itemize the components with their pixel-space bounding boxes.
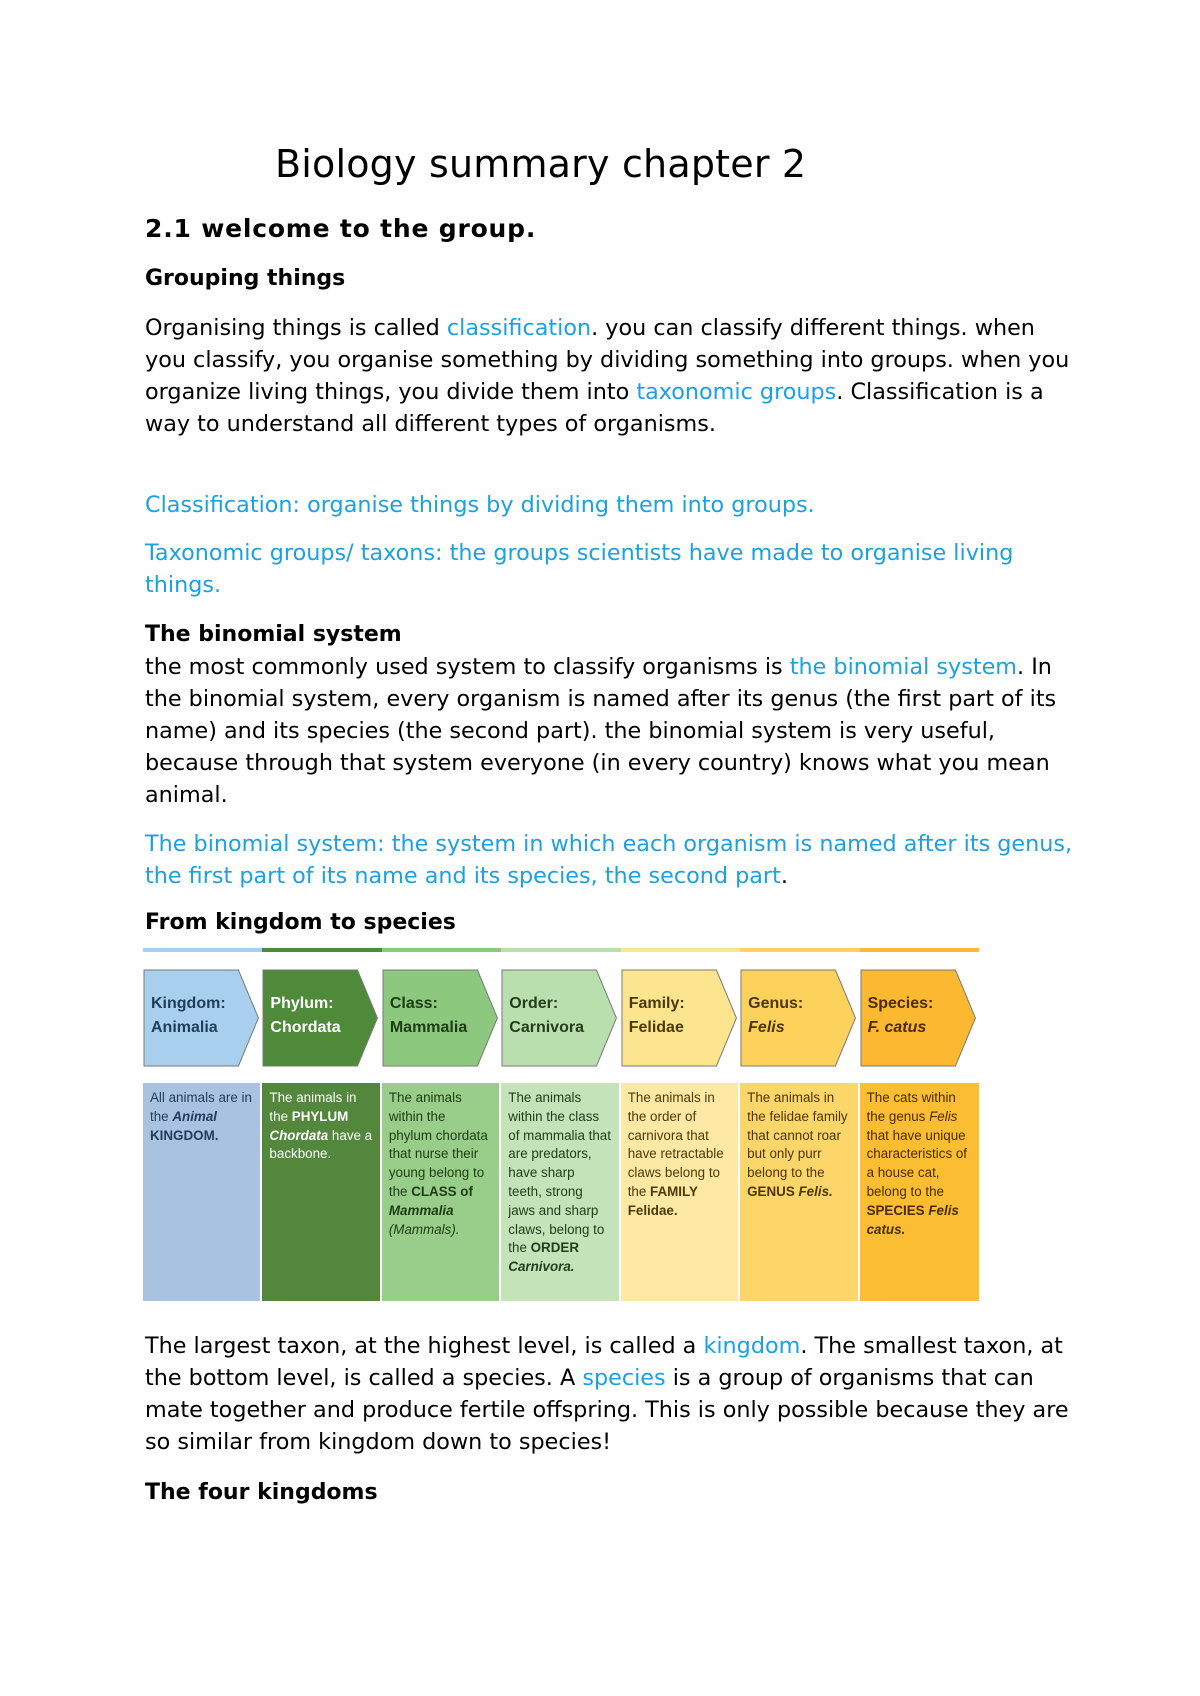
taxon-description xyxy=(501,1083,618,1301)
taxon-name: Felis xyxy=(748,1019,785,1036)
taxon-name: Felidae xyxy=(628,1019,684,1036)
description-run: ORDER xyxy=(530,1240,579,1256)
taxon-description xyxy=(621,1083,738,1301)
taxon-arrow-kingdom xyxy=(143,968,268,1068)
top-bar-segment xyxy=(740,948,859,952)
text-run: The largest taxon, at the highest level, is called a xyxy=(145,1333,704,1359)
top-bar-segment xyxy=(262,948,381,952)
paragraph-grouping xyxy=(145,312,1075,440)
taxon-arrow-class xyxy=(382,968,507,1068)
taxon-description xyxy=(860,1083,979,1301)
taxon-name: Mammalia xyxy=(389,1019,468,1036)
highlighted-term: the binomial system xyxy=(789,654,1018,680)
highlighted-term: classification xyxy=(446,315,592,341)
definition-classification: Classification: organise things by dividing them into groups. xyxy=(145,492,815,518)
taxon-description xyxy=(143,1083,260,1301)
figure-arrows xyxy=(143,968,979,1068)
description-run: The animals in the felidae family that cannot roar but only purr belong to the xyxy=(747,1090,848,1181)
taxon-arrow-species xyxy=(860,968,985,1068)
highlighted-term: taxonomic groups xyxy=(636,379,837,405)
section-heading: 2.1 welcome to the group. xyxy=(145,214,537,243)
figure-top-bars xyxy=(143,948,979,952)
taxon-description xyxy=(382,1083,499,1301)
description-run: PHYLUM xyxy=(291,1108,349,1124)
taxon-description xyxy=(740,1083,857,1301)
description-run: Mammalia xyxy=(388,1202,454,1218)
taxon-rank: Genus: xyxy=(748,995,804,1012)
text-run: the most commonly used system to classify organisms is xyxy=(145,654,790,680)
definition-taxonomic-groups: Taxonomic groups/ taxons: the groups scientists have made to organise living things. xyxy=(145,540,1014,598)
heading-binomial-system: The binomial system xyxy=(145,622,402,647)
description-run: The animals within the class of mammalia that are predators, have sharp teeth, strong jaws and sharp claws, belong to the xyxy=(508,1090,611,1256)
taxon-arrow-genus xyxy=(740,968,865,1068)
text-run: . In the binomial system, every organism is named after its genus (the first part of its name) and its species (the second part). the binomial system is very useful, because through that system everyone (in every country) knows what you mean animal. xyxy=(145,654,1057,808)
taxon-name: Chordata xyxy=(270,1019,341,1036)
taxon-arrow-order xyxy=(501,968,626,1068)
top-bar-segment xyxy=(382,948,501,952)
description-run: have a backbone. xyxy=(269,1127,373,1162)
text-run: Organising things is called xyxy=(145,315,447,341)
description-run: The animals in the xyxy=(269,1090,357,1124)
description-run: Felis. xyxy=(798,1183,833,1199)
description-run: GENUS xyxy=(747,1183,795,1199)
highlighted-term: kingdom xyxy=(703,1333,801,1359)
text-run: is a group of organisms that can mate together and produce fertile offspring. This is only possible because they are so similar from kingdom down to species! xyxy=(145,1365,1069,1455)
taxon-rank: Phylum: xyxy=(270,995,334,1012)
paragraph-binomial xyxy=(145,651,1075,811)
description-run: The animals within the phylum chordata that nurse their young belong to the xyxy=(388,1090,488,1199)
taxon-rank: Kingdom: xyxy=(151,995,226,1012)
definition-binomial-system xyxy=(145,828,1075,892)
classification-figure xyxy=(143,948,979,1303)
text-run: . xyxy=(780,863,788,889)
taxon-name: F. catus xyxy=(867,1019,927,1036)
description-run: Chordata xyxy=(269,1127,329,1143)
text-run: . Classification is a way to understand all different types of organisms. xyxy=(145,379,1044,437)
description-run: All animals are in the xyxy=(150,1090,252,1124)
top-bar-segment xyxy=(860,948,979,952)
taxon-arrow-phylum xyxy=(262,968,387,1068)
description-run: SPECIES xyxy=(866,1202,925,1218)
description-run: Animal xyxy=(172,1108,217,1124)
description-run: FAMILY Felidae. xyxy=(627,1183,698,1218)
highlighted-term: species xyxy=(582,1365,666,1391)
top-bar-segment xyxy=(143,948,262,952)
taxon-rank: Class: xyxy=(389,995,438,1012)
text-run: . you can classify different things. when you classify, you organise something by dividing something into groups. when you organize living things, you divide them into xyxy=(145,315,1070,405)
paragraph-taxon-levels xyxy=(145,1330,1075,1458)
taxon-rank: Family: xyxy=(628,995,685,1012)
heading-four-kingdoms: The four kingdoms xyxy=(145,1480,378,1505)
taxon-description xyxy=(262,1083,379,1301)
taxon-arrow-family xyxy=(621,968,746,1068)
description-run: that have unique characteristics of a house cat, belong to the xyxy=(866,1127,968,1199)
description-run: CLASS of xyxy=(411,1183,473,1199)
description-run: Carnivora. xyxy=(508,1259,575,1275)
text-run: . The smallest taxon, at the bottom level, is called a species. A xyxy=(145,1333,1063,1391)
highlighted-term: The binomial system: the system in which each organism is named after its genus, the first part of its name and its species, the second part xyxy=(145,831,1073,889)
heading-grouping-things: Grouping things xyxy=(145,266,346,291)
heading-kingdom-to-species: From kingdom to species xyxy=(145,910,456,935)
description-run: The cats within the genus xyxy=(866,1090,956,1124)
document-title: Biology summary chapter 2 xyxy=(275,142,807,186)
description-run: (Mammals). xyxy=(388,1221,460,1237)
taxon-rank: Species: xyxy=(867,995,934,1012)
figure-descriptions xyxy=(143,1083,979,1301)
taxon-rank: Order: xyxy=(509,995,559,1012)
top-bar-segment xyxy=(621,948,740,952)
top-bar-segment xyxy=(501,948,620,952)
description-run: Felis catus. xyxy=(866,1202,959,1237)
description-run: KINGDOM. xyxy=(150,1127,219,1143)
taxon-name: Animalia xyxy=(151,1019,218,1036)
description-run: The animals in the order of carnivora that have retractable claws belong to the xyxy=(627,1090,724,1199)
taxon-name: Carnivora xyxy=(509,1019,584,1036)
description-run: Felis xyxy=(929,1108,958,1124)
